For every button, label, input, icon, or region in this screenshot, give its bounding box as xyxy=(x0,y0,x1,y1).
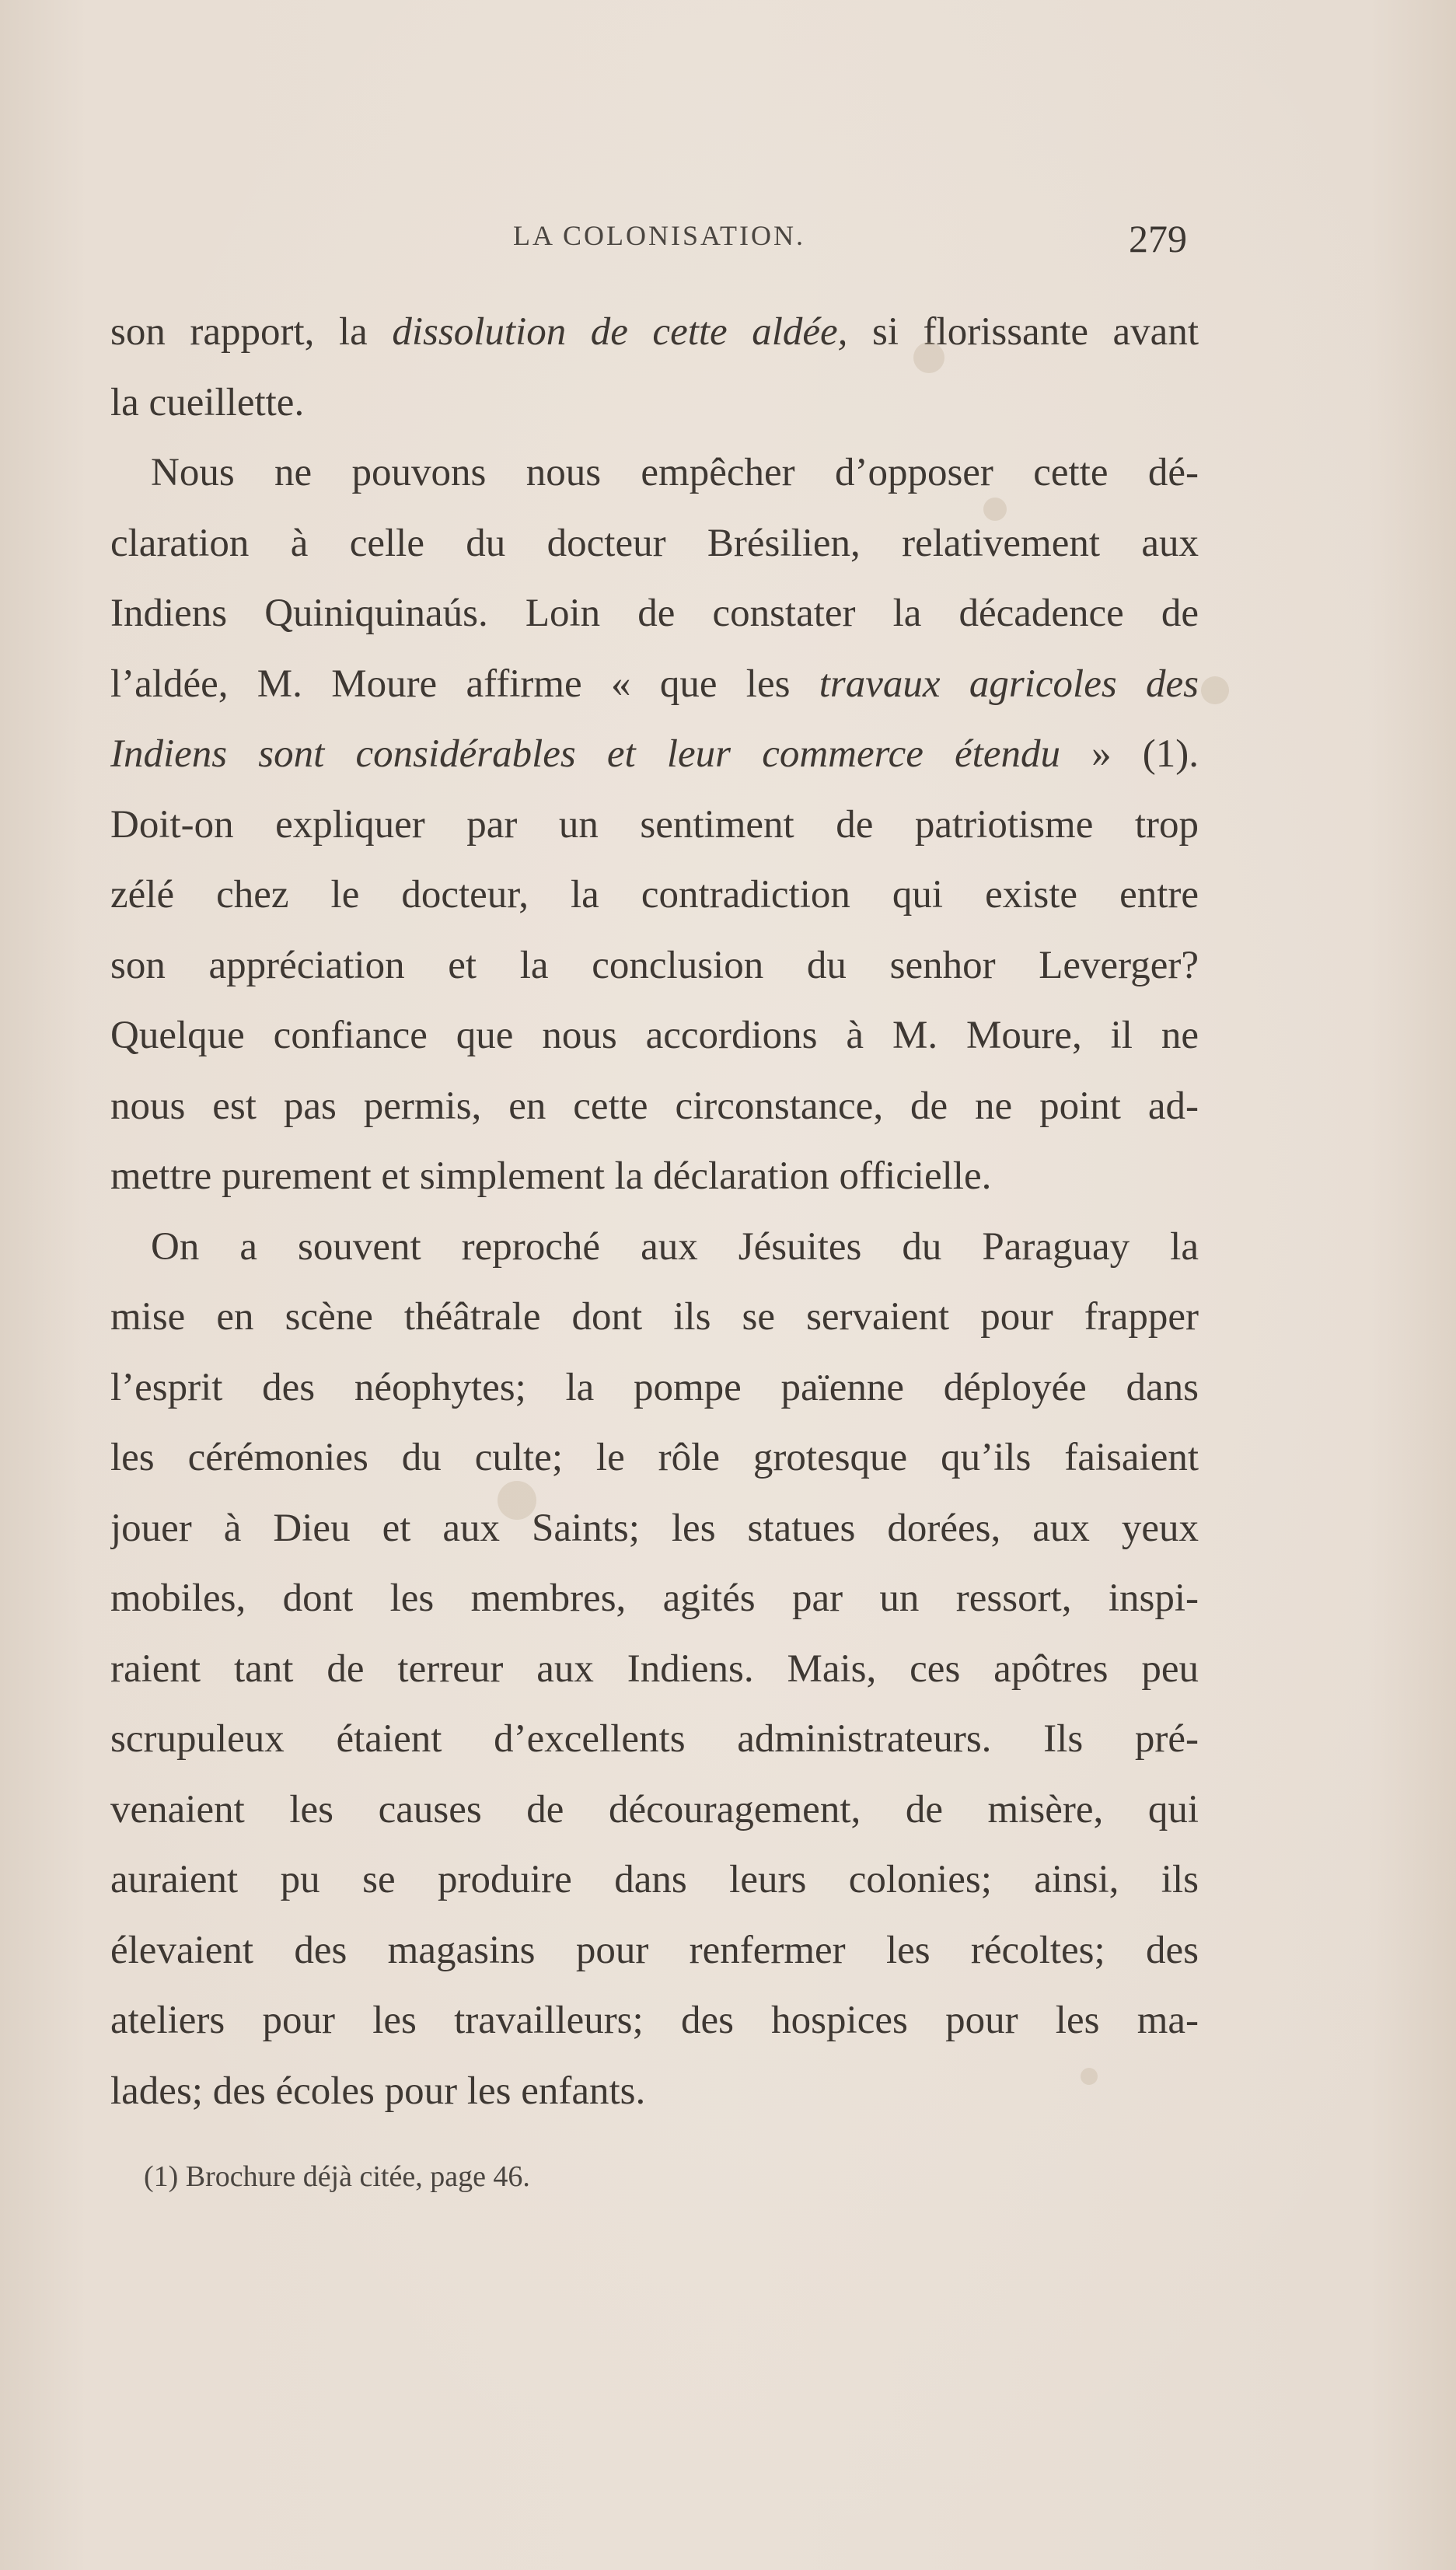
text-line: auraient pu se produire dans leurs colonies; ainsi, ils xyxy=(110,1858,1199,1901)
foxing-spot xyxy=(983,498,1007,521)
foxing-spot xyxy=(1201,676,1229,704)
text-line: scrupuleux étaient d’excellents administrateurs. Ils pré- xyxy=(110,1717,1199,1761)
footnote: (1) Brochure déjà citée, page 46. xyxy=(144,2160,530,2193)
foxing-spot xyxy=(913,342,944,373)
text-line: mobiles, dont les membres, agités par un ressort, inspi- xyxy=(110,1577,1199,1620)
text-line: la cueillette. xyxy=(110,380,305,424)
running-head xyxy=(0,216,1456,263)
text-line: Quelque confiance que nous accordions à M. Moure, il ne xyxy=(110,1014,1199,1057)
text-line: Indiens sont considérables et leur commerce étendu » (1). xyxy=(110,732,1199,776)
text-line: l’esprit des néophytes; la pompe païenne déployée dans xyxy=(110,1365,1199,1409)
text-line: les cérémonies du culte; le rôle grotesque qu’ils faisaient xyxy=(110,1436,1199,1479)
text-line: ateliers pour les travailleurs; des hospices pour les ma- xyxy=(110,1999,1199,2042)
text-line: son appréciation et la conclusion du senhor Leverger? xyxy=(110,943,1199,987)
text-line: claration à celle du docteur Brésilien, relativement aux xyxy=(110,521,1199,565)
text-line: élevaient des magasins pour renfermer les récoltes; des xyxy=(110,1928,1199,1972)
text-line: venaient les causes de découragement, de misère, qui xyxy=(110,1787,1199,1831)
foxing-spot xyxy=(1081,2068,1098,2085)
text-line: Indiens Quiniquinaús. Loin de constater la décadence de xyxy=(110,592,1199,635)
text-line: Doit-on expliquer par un sentiment de patriotisme trop xyxy=(110,802,1199,847)
text-line: nous est pas permis, en cette circonstance, de ne point ad- xyxy=(110,1084,1199,1128)
text-line: On a souvent reproché aux Jésuites du Paraguay la xyxy=(151,1224,1199,1269)
text-line: jouer à Dieu et aux Saints; les statues dorées, aux yeux xyxy=(110,1506,1199,1550)
text-line: mise en scène théâtrale dont ils se servaient pour frapper xyxy=(110,1295,1199,1339)
running-title: LA COLONISATION. xyxy=(513,220,805,251)
text-line: zélé chez le docteur, la contradiction qui existe entre xyxy=(110,873,1199,917)
page-number: 279 xyxy=(1129,217,1187,260)
text-line: lades; des écoles pour les enfants. xyxy=(110,2069,646,2113)
foxing-spot xyxy=(498,1481,536,1520)
text-line: mettre purement et simplement la déclaration officielle. xyxy=(110,1154,992,1198)
text-line: l’aldée, M. Moure affirme « que les travaux agricoles des xyxy=(110,662,1199,706)
text-line: son rapport, la dissolution de cette aldée, si florissante avant xyxy=(110,310,1199,354)
text-line: raient tant de terreur aux Indiens. Mais, ces apôtres peu xyxy=(110,1646,1199,1691)
text-line: Nous ne pouvons nous empêcher d’opposer cette dé- xyxy=(151,451,1199,494)
body-text xyxy=(110,297,1199,2126)
